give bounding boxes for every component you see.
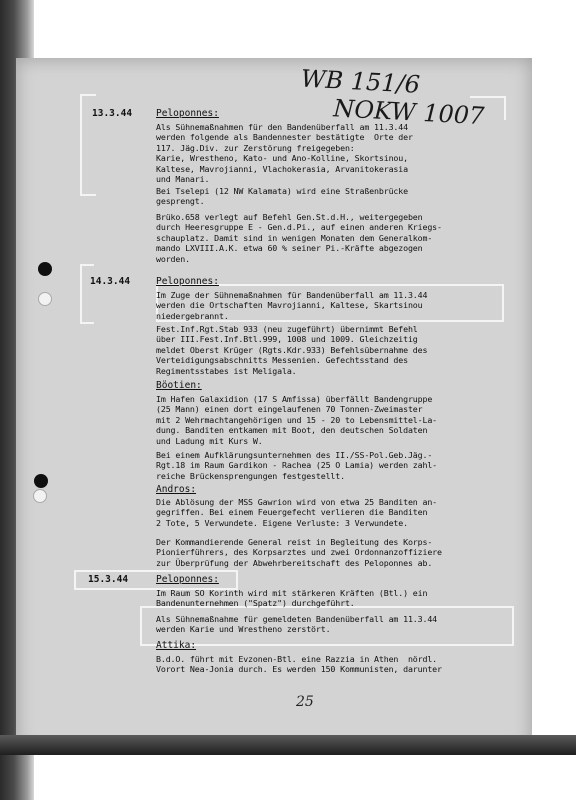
entry-paragraph: Fest.Inf.Rgt.Stab 933 (neu zugeführt) übernimmt Befehl über III.Fest.Inf.Btl.999, 1008 und 1009. Gleichzeitig meldet Oberst Krüger (Rgts.Kdr.933) Befehlsübernahme des Verteidigungsabschnitts Messenien. Gefechtsstand des Regimentsstabes ist Meligala.	[156, 324, 428, 376]
archive-ref-line-2: NOKW 1007	[332, 94, 486, 131]
punch-hole	[38, 262, 52, 276]
page-number: 25	[296, 694, 314, 710]
punch-hole	[34, 474, 48, 488]
entry-date: 14.3.44	[90, 276, 131, 287]
margin-bracket	[470, 96, 506, 120]
entry-paragraph: Die Ablösung der MSS Gawrion wird von etwa 25 Banditen an- gegriffen. Bei einem Feuergefecht verlieren die Banditen 2 Tote, 5 Verwundete. Eigene Verluste: 3 Verwundete.	[156, 497, 438, 528]
entry-paragraph: Als Sühnemaßnahmen für den Bandenüberfall am 11.3.44 werden folgende als Bandennester bestätigte Orte der 117. Jäg.Div. zur Zerstörung freigegeben: Karie, Wrestheno, Kato- und Ano-Kolline, Skortsinou, Kaltese, Mavrojianni, Vlachokerasia, Arvanitokerasia und Manari.	[156, 122, 413, 185]
punch-hole	[33, 489, 47, 503]
scan-bottom-band	[0, 735, 576, 755]
entry-paragraph: Im Zuge der Sühnemaßnahmen für Bandenüberfall am 11.3.44 werden die Ortschaften Mavrojianni, Kaltese, Skartsinou niedergebrannt.	[156, 290, 428, 321]
entry-region-title: Peloponnes:	[156, 108, 219, 119]
entry-paragraph: Der Kommandierende General reist in Begleitung des Korps- Pionierführers, des Korpsarztes und zwei Ordonnanzoffiziere zur Überprüfung der Abwehrbereitschaft des Peloponnes ab.	[156, 537, 442, 568]
entry-region-title: Peloponnes:	[156, 574, 219, 585]
subsection-title: Attika:	[156, 640, 197, 651]
entry-date: 13.3.44	[92, 108, 133, 119]
entry-date: 15.3.44	[88, 574, 129, 585]
entry-paragraph: Bei Tselepi (12 NW Kalamata) wird eine Straßenbrücke gesprengt.	[156, 186, 408, 207]
entry-paragraph: Als Sühnemaßnahme für gemeldeten Bandenüberfall am 11.3.44 werden Karie und Wrestheno zerstört.	[156, 614, 438, 635]
entry-paragraph: Im Hafen Galaxidion (17 S Amfissa) überfällt Bandengruppe (25 Mann) einen dort eingelaufenen 70 Tonnen-Zweimaster mit 2 Wehrmachtangehörigen und 15 - 20 to Lebensmittel-La- dung. Banditen entkamen mit Boot, den deutschen Soldaten und Ladung mit Kurs W.	[156, 394, 438, 446]
subsection-title: Böotien:	[156, 380, 202, 391]
entry-paragraph: B.d.O. führt mit Evzonen-Btl. eine Razzia in Athen nördl. Vorort Nea-Jonia durch. Es werden 150 Kommunisten, darunter	[156, 654, 442, 675]
entry-paragraph: Brüko.658 verlegt auf Befehl Gen.St.d.H., weitergegeben durch Heeresgruppe E - Gen.d.Pi., auf einen anderen Kriegs- schauplatz. Damit sind in wenigen Monaten dem Generalkom- mando LXVIII.A.K. etwa 60 % seiner Pi.-Kräfte abgezogen worden.	[156, 212, 442, 264]
archive-ref-line-1: WB 151/6	[300, 64, 421, 99]
punch-hole	[38, 292, 52, 306]
margin-bracket	[80, 264, 94, 324]
entry-paragraph: Bei einem Aufklärungsunternehmen des II./SS-Pol.Geb.Jäg.- Rgt.18 im Raum Gardikon - Rachea (25 O Lamia) werden zahl- reiche Brückensprengungen festgestellt.	[156, 450, 438, 481]
entry-paragraph: Im Raum SO Korinth wird mit stärkeren Kräften (Btl.) ein Bandenunternehmen ("Spatz") durchgeführt.	[156, 588, 428, 609]
entry-region-title: Peloponnes:	[156, 276, 219, 287]
subsection-title: Andros:	[156, 484, 197, 495]
